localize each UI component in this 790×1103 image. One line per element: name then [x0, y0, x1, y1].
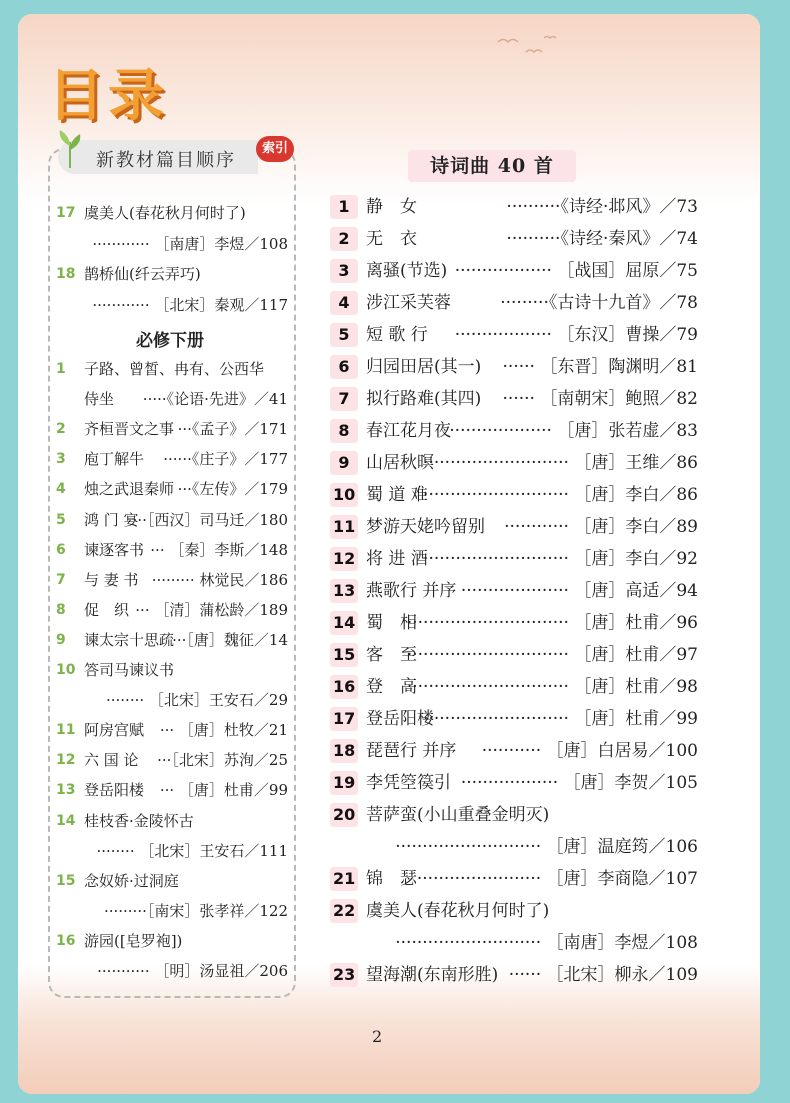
item-source-page: ······························ ［唐］杜甫／96 [406, 613, 698, 633]
list-item [330, 640, 698, 670]
list-item [330, 672, 698, 702]
item-title: 归园田居(其一) [366, 357, 482, 377]
item-source-page: ············ ［南唐］李煜／108 [92, 234, 288, 253]
list-item [52, 231, 288, 257]
list-item [52, 200, 288, 226]
item-title: 虞美人(春花秋月何时了) [84, 204, 246, 222]
item-title: 与 妻 书 [84, 570, 139, 589]
item-title: 拟行路难(其四) [366, 389, 482, 409]
list-item [52, 292, 288, 318]
item-title: 蜀 相 [366, 613, 417, 633]
poem-section-title: 诗词曲 40 首 [408, 150, 576, 182]
item-source-page: ··························· ［南唐］李煜／108 [395, 933, 698, 953]
item-number: 7 [56, 571, 66, 588]
item-source-page: ···［唐］魏征／14 [172, 630, 288, 649]
item-number: 18 [56, 266, 76, 282]
list-item [52, 386, 288, 412]
list-item [52, 476, 288, 502]
item-number: 1 [56, 361, 66, 377]
item-title: 静 女 [366, 197, 417, 217]
list-item [52, 958, 288, 984]
item-number: 6 [330, 355, 358, 379]
item-source-page: ·················· ［战国］屈原／75 [454, 261, 698, 281]
item-source-page: ··········《诗经·邶风》／73 [506, 197, 698, 217]
birds-decoration [488, 28, 568, 68]
list-item [52, 747, 288, 773]
list-item [330, 800, 698, 830]
item-number: 3 [56, 451, 66, 468]
item-source-page: ··· ［唐］杜甫／99 [159, 781, 288, 800]
item-title: 无 衣 [366, 229, 417, 249]
item-number: 23 [330, 963, 358, 987]
item-title: 锦 瑟 [366, 869, 417, 889]
list-item [330, 448, 698, 478]
item-number: 4 [330, 291, 358, 315]
item-number: 9 [330, 451, 358, 475]
item-title: 鸿 门 宴 [84, 510, 139, 529]
item-title: 侍坐 [84, 390, 115, 409]
item-title: 阿房宫赋 [84, 721, 145, 740]
list-item [52, 898, 288, 924]
list-item [52, 717, 288, 743]
list-item [330, 256, 698, 286]
list-item [330, 864, 698, 894]
item-source-page: ·················· ［唐］李贺／105 [460, 773, 698, 793]
list-item [330, 288, 698, 318]
item-number: 9 [56, 631, 66, 648]
item-number: 18 [330, 739, 358, 763]
list-item [330, 512, 698, 542]
item-number: 5 [330, 323, 358, 347]
item-number: 10 [56, 662, 76, 678]
item-source-page: ············ ［北宋］秦观／117 [92, 295, 288, 314]
index-tag: 索引 [256, 136, 294, 162]
item-title: 念奴娇·过洞庭 [84, 871, 179, 890]
item-title: 短 歌 行 [366, 325, 428, 345]
item-number: 1 [330, 195, 358, 219]
list-item [330, 736, 698, 766]
item-number: 19 [330, 771, 358, 795]
item-number: 16 [330, 675, 358, 699]
list-item [330, 768, 698, 798]
item-source-page: ···《孟子》／171 [177, 420, 288, 439]
item-title: 山居秋暝 [366, 453, 434, 473]
item-source-page: ···［北宋］苏洵／25 [157, 751, 288, 770]
item-number: 7 [330, 387, 358, 411]
item-title: 菩萨蛮(小山重叠金明灭) [366, 805, 550, 825]
page-number: 2 [372, 1027, 383, 1046]
item-number: 6 [56, 541, 66, 558]
item-source-page: ······················· ［唐］李商隐／107 [416, 869, 698, 889]
list-item [52, 446, 288, 472]
list-item [330, 352, 698, 382]
item-title: 齐桓晋文之事 [84, 420, 175, 439]
list-item [52, 777, 288, 803]
list-item [330, 928, 698, 958]
item-title: 谏逐客书 [84, 540, 145, 559]
item-source-page: ··· ［秦］李斯／148 [150, 540, 288, 559]
item-source-page: ········ ［北宋］王安石／111 [96, 841, 288, 860]
item-title: 琵琶行 并序 [366, 741, 457, 761]
item-source-page: ··· ［清］蒲松龄／189 [135, 600, 288, 619]
item-source-page: ······《庄子》／177 [163, 450, 288, 469]
item-source-page: ······························ ［唐］杜甫／97 [406, 645, 698, 665]
item-number: 17 [330, 707, 358, 731]
item-source-page: ··········· ［唐］白居易／100 [481, 741, 698, 761]
item-number: 12 [56, 752, 76, 769]
section-title: 必修下册 [136, 331, 204, 351]
list-item [52, 928, 288, 954]
item-number: 13 [330, 579, 358, 603]
item-number: 3 [330, 259, 358, 283]
item-number: 5 [56, 511, 66, 528]
item-title: 燕歌行 并序 [366, 581, 457, 601]
list-item [52, 627, 288, 653]
item-title: 离骚(节选) [366, 261, 448, 281]
item-title: 庖丁解牛 [84, 450, 145, 469]
item-source-page: ···［西汉］司马迁／180 [132, 510, 288, 529]
item-title: 游园([皂罗袍]) [84, 931, 183, 950]
list-item [52, 657, 288, 683]
item-source-page: ······························ ［唐］杜甫／98 [406, 677, 698, 697]
item-source-page: ··························· ［唐］杜甫／99 [423, 709, 698, 729]
item-title: 春江花月夜 [366, 421, 451, 441]
item-title: 李凭箜篌引 [366, 773, 451, 793]
item-source-page: ·····《论语·先进》／41 [142, 390, 288, 409]
list-item [52, 261, 288, 287]
list-item [52, 808, 288, 834]
item-source-page: ············ ［唐］李白／89 [504, 517, 698, 537]
list-item [330, 832, 698, 862]
item-number: 11 [330, 515, 358, 539]
item-source-page: ··························· ［唐］李白／92 [423, 549, 698, 569]
item-title: 六 国 论 [84, 751, 139, 770]
item-source-page: ·················· ［东汉］曹操／79 [454, 325, 698, 345]
item-title: 涉江采芙蓉 [366, 293, 451, 313]
item-number: 22 [330, 899, 358, 923]
item-title: 登岳阳楼 [84, 781, 145, 800]
item-title: 将 进 酒 [366, 549, 428, 569]
list-item [52, 416, 288, 442]
page-title: 目录 [48, 64, 168, 129]
item-source-page: ··········《诗经·秦风》／74 [506, 229, 698, 249]
list-item [330, 704, 698, 734]
item-number: 12 [330, 547, 358, 571]
item-title: 梦游天姥吟留别 [366, 517, 485, 537]
list-item [52, 537, 288, 563]
item-title: 登岳阳楼 [366, 709, 434, 729]
list-item [52, 507, 288, 533]
item-source-page: ··························· ［唐］李白／86 [423, 485, 698, 505]
item-title: 鹊桥仙(纤云弄巧) [84, 265, 201, 283]
item-title: 桂枝香·金陵怀古 [84, 811, 194, 830]
list-item [330, 416, 698, 446]
item-source-page: ········ ［北宋］王安石／29 [105, 691, 288, 710]
item-number: 11 [56, 722, 76, 739]
item-title: 望海潮(东南形胜) [366, 965, 499, 985]
index-title: 新教材篇目顺序 [96, 150, 236, 171]
item-source-page: ··························· ［唐］王维／86 [423, 453, 698, 473]
item-number: 14 [330, 611, 358, 635]
item-title: 蜀 道 难 [366, 485, 428, 505]
list-item [330, 192, 698, 222]
item-number: 16 [56, 932, 76, 949]
item-number: 20 [330, 803, 358, 827]
item-source-page: ·········《古诗十九首》／78 [500, 293, 698, 313]
item-source-page: ······ ［东晋］陶渊明／81 [502, 357, 698, 377]
item-number: 8 [330, 419, 358, 443]
list-item [52, 567, 288, 593]
item-number: 21 [330, 867, 358, 891]
item-number: 4 [56, 481, 66, 498]
item-number: 2 [330, 227, 358, 251]
list-item [330, 224, 698, 254]
list-item [330, 480, 698, 510]
item-title: 答司马谏议书 [84, 661, 175, 679]
item-number: 17 [56, 205, 76, 221]
item-title: 登 高 [366, 677, 417, 697]
item-source-page: ········· 林觉民／186 [151, 570, 288, 589]
list-item [330, 320, 698, 350]
item-source-page: ··························· ［唐］温庭筠／106 [395, 837, 698, 857]
item-title: 谏太宗十思疏 [84, 630, 175, 649]
item-source-page: ·········［南宋］张孝祥／122 [103, 901, 288, 920]
item-source-page: ··········· ［明］汤显祖／206 [97, 962, 288, 980]
list-item [52, 687, 288, 713]
list-item [330, 384, 698, 414]
list-item [330, 960, 698, 990]
list-item [330, 608, 698, 638]
item-source-page: ···《左传》／179 [177, 480, 288, 499]
item-number: 10 [330, 483, 358, 507]
list-item [52, 838, 288, 864]
item-title: 客 至 [366, 645, 417, 665]
item-title: 促 织 [84, 600, 130, 619]
item-title: 子路、曾皙、冉有、公西华 [84, 360, 265, 378]
item-title: 烛之武退秦师 [84, 480, 175, 499]
leaf-icon [50, 128, 90, 172]
list-item [52, 597, 288, 623]
item-number: 2 [56, 421, 66, 438]
item-number: 13 [56, 782, 76, 799]
list-item [52, 356, 288, 382]
list-item [330, 576, 698, 606]
item-source-page: ···················· ［唐］高适／94 [460, 581, 698, 601]
list-item [330, 896, 698, 926]
item-title: 虞美人(春花秋月何时了) [366, 901, 550, 921]
item-number: 15 [56, 872, 76, 889]
item-number: 15 [330, 643, 358, 667]
item-source-page: ······ ［北宋］柳永／109 [508, 965, 698, 985]
item-source-page: ······ ［南朝宋］鲍照／82 [502, 389, 698, 409]
item-number: 14 [56, 812, 76, 829]
list-item [52, 868, 288, 894]
item-source-page: ··· ［唐］杜牧／21 [159, 721, 288, 740]
item-source-page: ··················· ［唐］张若虚／83 [449, 421, 698, 441]
list-item [330, 544, 698, 574]
item-number: 8 [56, 601, 66, 618]
